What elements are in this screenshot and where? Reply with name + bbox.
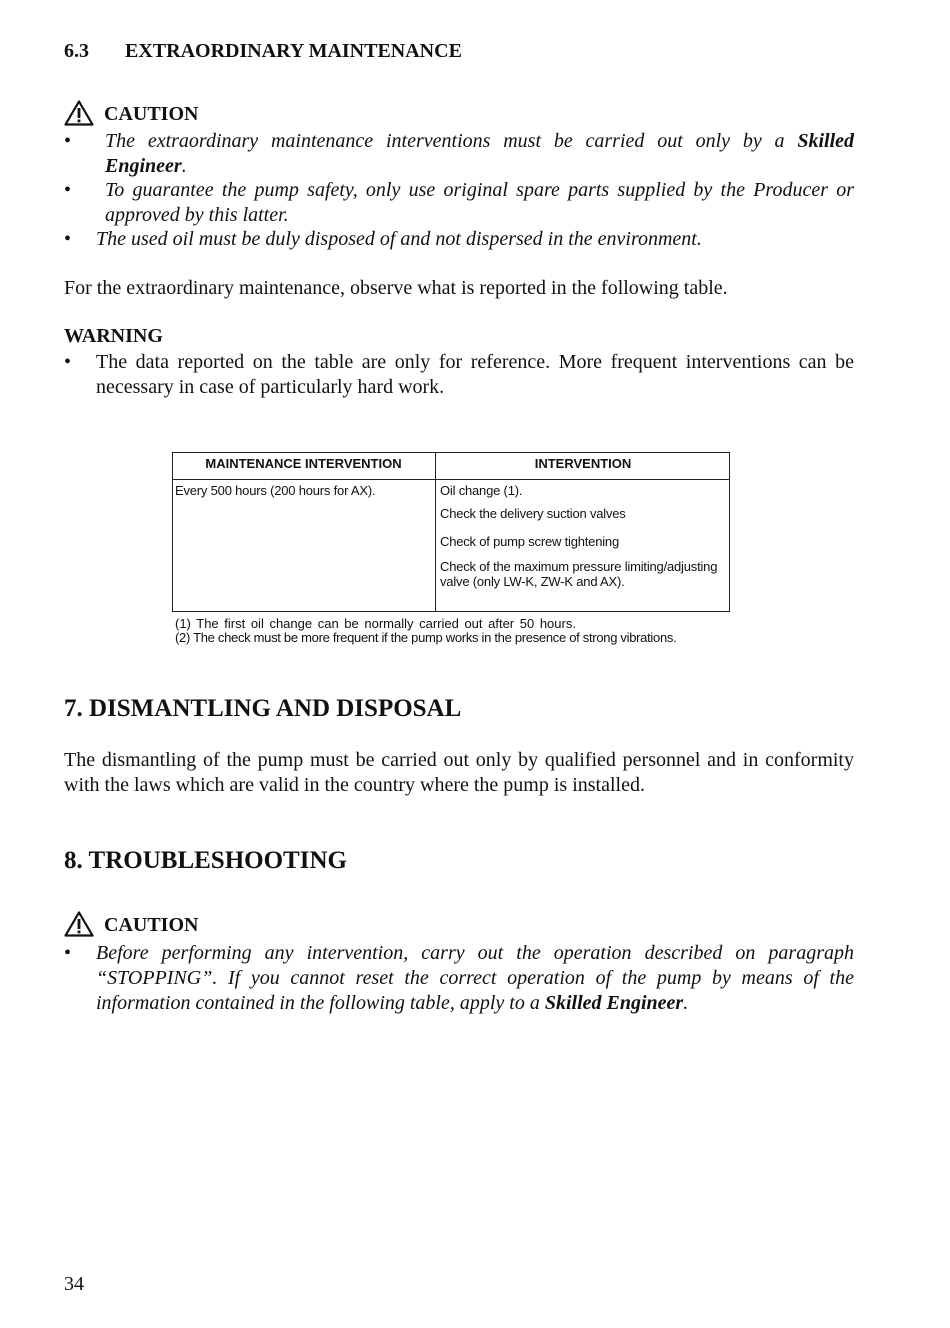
- table-header-intervention: INTERVENTION: [534, 456, 632, 471]
- caution-heading: [64, 100, 198, 126]
- section-number: 6.3: [64, 40, 89, 62]
- table-header-divider: [172, 479, 730, 480]
- caution-label: CAUTION: [104, 914, 199, 936]
- bullet-icon: •: [64, 179, 72, 201]
- bullet-icon: •: [64, 228, 72, 250]
- section-title: EXTRAORDINARY MAINTENANCE: [125, 40, 462, 62]
- warning-heading: WARNING: [64, 325, 163, 347]
- table-cell-frequency: Every 500 hours (200 hours for AX).: [175, 483, 376, 498]
- table-cell-intervention: Check the delivery suction valves: [440, 506, 626, 521]
- section8-title: 8. TROUBLESHOOTING: [64, 847, 347, 874]
- warning-triangle-icon: [64, 100, 94, 126]
- caution-item-text: The extraordinary maintenance interventions must be carried out only by a Skilled Engineer.: [105, 130, 854, 177]
- caution-item: [64, 129, 854, 179]
- caution-item: [64, 227, 854, 252]
- table-note: (1) The first oil change can be normally carried out after 50 hours.: [175, 616, 576, 631]
- table-note: (2) The check must be more frequent if the pump works in the presence of strong vibrations.: [175, 630, 677, 645]
- bullet-icon: •: [64, 351, 72, 373]
- table-cell-intervention: Check of pump screw tightening: [440, 534, 619, 549]
- page-number: 34: [64, 1273, 84, 1295]
- caution-item-text: The used oil must be duly disposed of and not dispersed in the environment.: [96, 228, 702, 250]
- caution-item: [64, 178, 854, 228]
- caution-label: CAUTION: [104, 103, 199, 125]
- bullet-icon: •: [64, 942, 72, 964]
- section7-paragraph: The dismantling of the pump must be carried out only by qualified personnel and in conformity with the laws which are valid in the country where the pump is installed.: [64, 749, 854, 796]
- caution-heading: [64, 911, 198, 937]
- bullet-icon: •: [64, 130, 72, 152]
- table-cell-intervention: Check of the maximum pressure limiting/adjusting valve (only LW-K, ZW-K and AX).: [440, 559, 718, 589]
- table-header-maintenance: MAINTENANCE INTERVENTION: [205, 456, 402, 471]
- warning-triangle-icon: [64, 911, 94, 937]
- caution-item-text: To guarantee the pump safety, only use original spare parts supplied by the Producer or approved by this latter.: [105, 179, 854, 226]
- warning-item-text: The data reported on the table are only for reference. More frequent interventions can be necessary in case of particularly hard work.: [96, 351, 854, 398]
- table-cell-intervention: Oil change (1).: [440, 483, 523, 498]
- caution-item-text: Before performing any intervention, carry out the operation described on paragraph “STOPPING”. If you cannot reset the correct operation of the pump by means of the information contained in the following table, apply to a Skilled Engineer.: [96, 942, 854, 1014]
- intro-paragraph: For the extraordinary maintenance, observe what is reported in the following table.: [64, 277, 728, 299]
- skilled-engineer-emphasis: Skilled Engineer: [544, 992, 684, 1014]
- section7-title: 7. DISMANTLING AND DISPOSAL: [64, 695, 462, 722]
- warning-item: [64, 350, 854, 400]
- skilled-engineer-emphasis: Skilled Engineer: [105, 130, 854, 177]
- table-column-divider: [435, 452, 436, 612]
- caution-item: [64, 941, 854, 1016]
